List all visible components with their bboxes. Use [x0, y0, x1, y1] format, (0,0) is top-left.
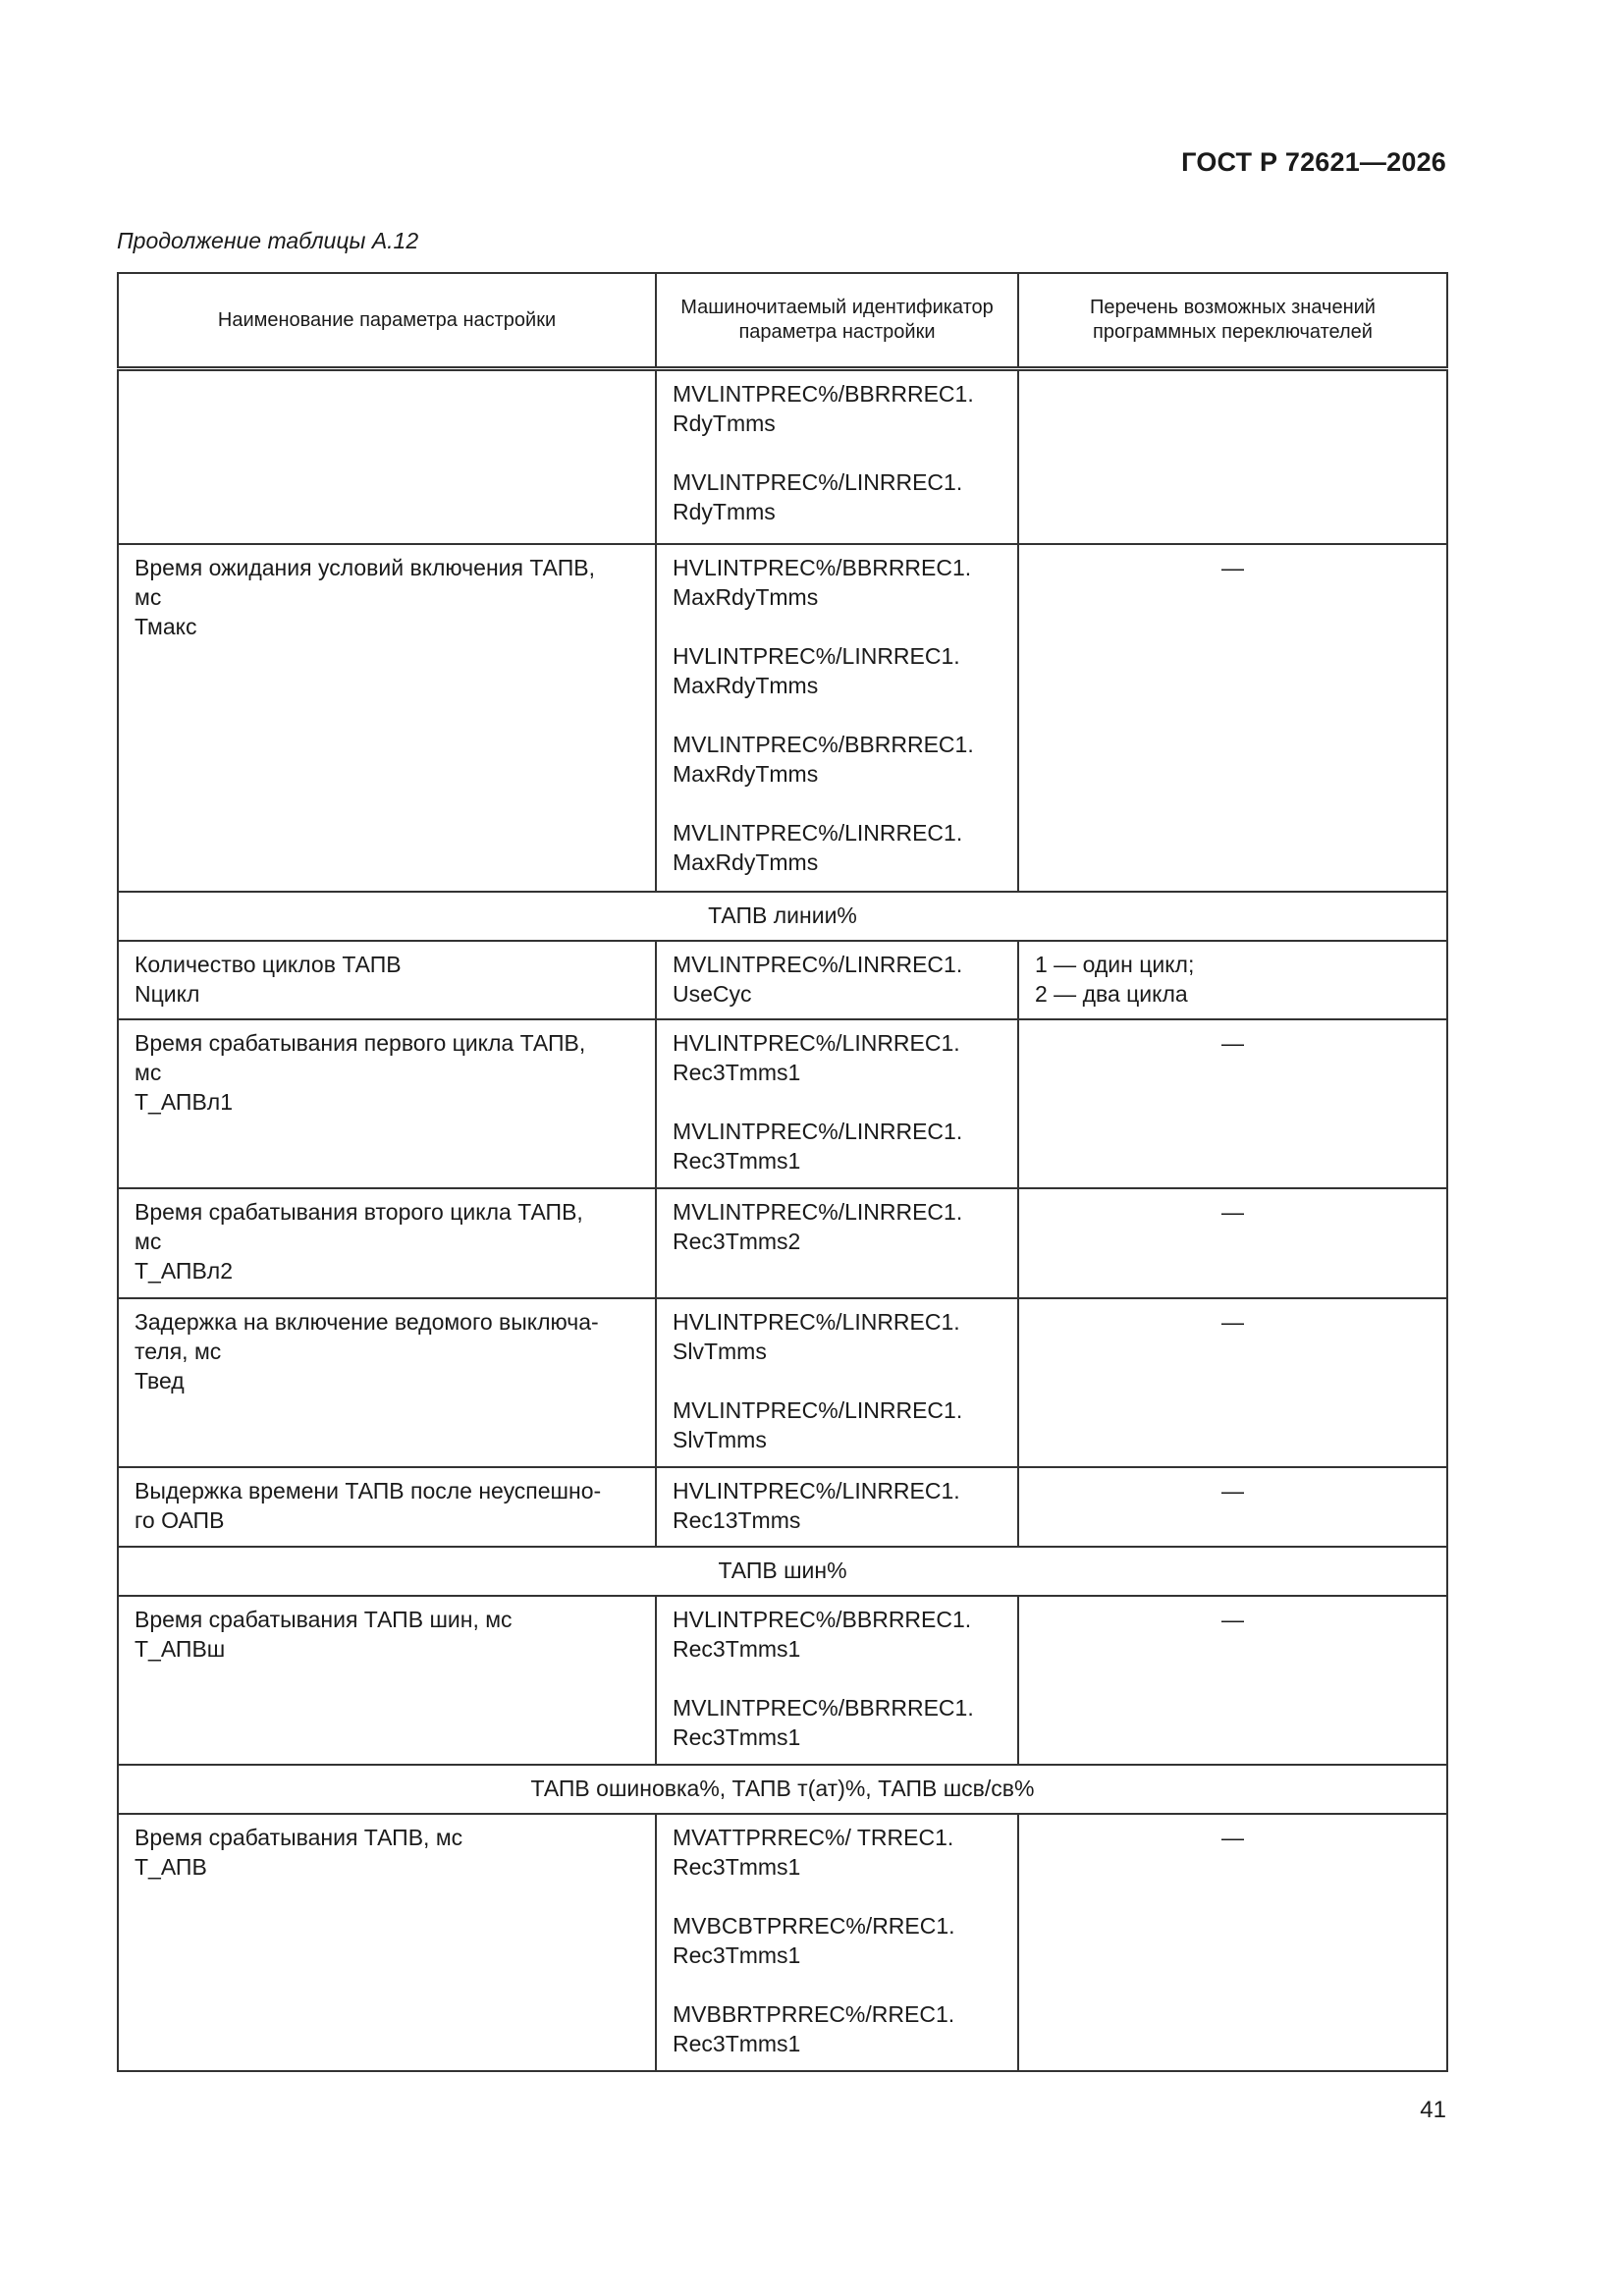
identifier: HVLINTPREC%/BBRRREC1. Rec3Tmms1 — [673, 1606, 972, 1662]
parameters-table — [117, 272, 1448, 2072]
switch-values-cell: — — [1018, 1596, 1447, 1765]
identifier: MVLINTPREC%/BBRRREC1. MaxRdyTmms — [673, 731, 974, 787]
identifier: HVLINTPREC%/BBRRREC1. MaxRdyTmms — [673, 554, 972, 610]
section-title: ТАПВ шин% — [118, 1547, 1447, 1596]
machine-id-cell — [656, 1814, 1018, 2071]
identifier: MVATTPRREC%/ TRREC1. Rec3Tmms1 — [673, 1824, 954, 1880]
table-row — [118, 369, 1447, 544]
machine-id-cell — [656, 1596, 1018, 1765]
table-caption: Продолжение таблицы А.12 — [117, 228, 419, 253]
machine-id-cell: HVLINTPREC%/LINRREC1. Rec13Tmms — [656, 1467, 1018, 1547]
table-row — [118, 1467, 1447, 1547]
parameter-name-cell: Задержка на включение ведомого выключа- теля, мс Твед — [118, 1298, 656, 1467]
machine-id-cell: MVLINTPREC%/LINRREC1. Rec3Tmms2 — [656, 1188, 1018, 1298]
switch-values-cell: — — [1018, 1188, 1447, 1298]
parameter-name-cell: Время ожидания условий включения ТАПВ, мс Тмакс — [118, 544, 656, 892]
identifier: MVLINTPREC%/LINRREC1. MaxRdyTmms — [673, 819, 963, 875]
table-row — [118, 1814, 1447, 2071]
parameter-name-cell: Выдержка времени ТАПВ после неуспешно- го ОАПВ — [118, 1467, 656, 1547]
table-row — [118, 1298, 1447, 1467]
parameter-name-cell — [118, 369, 656, 544]
table-row — [118, 1188, 1447, 1298]
machine-id-cell — [656, 1019, 1018, 1188]
machine-id-cell — [656, 1298, 1018, 1467]
identifier: MVLINTPREC%/LINRREC1. RdyTmms — [673, 469, 963, 524]
identifier: MVBBRTPRREC%/RREC1. Rec3Tmms1 — [673, 2000, 955, 2056]
identifier: MVLINTPREC%/BBRRREC1. RdyTmms — [673, 381, 974, 436]
parameter-name-cell: Время срабатывания ТАПВ шин, мс Т_АПВш — [118, 1596, 656, 1765]
table-row — [118, 1596, 1447, 1765]
switch-values-cell: — — [1018, 1814, 1447, 2071]
switch-values-cell: 1 — один цикл; 2 — два цикла — [1018, 941, 1447, 1019]
header-machine-id: Машиночитаемый идентификатор параметра настройки — [656, 273, 1018, 369]
machine-id-cell — [656, 544, 1018, 892]
document-designation: ГОСТ Р 72621—2026 — [1181, 147, 1446, 177]
parameter-name-cell: Время срабатывания ТАПВ, мс Т_АПВ — [118, 1814, 656, 2071]
section-title: ТАПВ ошиновка%, ТАПВ т(ат)%, ТАПВ шсв/св% — [118, 1765, 1447, 1814]
switch-values-cell: — — [1018, 1298, 1447, 1467]
identifier: MVLINTPREC%/BBRRREC1. Rec3Tmms1 — [673, 1694, 974, 1750]
identifier: HVLINTPREC%/LINRREC1. SlvTmms — [673, 1308, 960, 1364]
machine-id-cell — [656, 369, 1018, 544]
table-header-row — [118, 273, 1447, 369]
section-row — [118, 1547, 1447, 1596]
identifier: MVLINTPREC%/LINRREC1. Rec3Tmms1 — [673, 1118, 963, 1174]
section-row — [118, 1765, 1447, 1814]
parameter-name-cell: Количество циклов ТАПВ Nцикл — [118, 941, 656, 1019]
section-title: ТАПВ линии% — [118, 892, 1447, 941]
section-row — [118, 892, 1447, 941]
switch-values-cell: — — [1018, 1019, 1447, 1188]
switch-values-cell: — — [1018, 1467, 1447, 1547]
parameter-name-cell: Время срабатывания второго цикла ТАПВ, мс Т_АПВл2 — [118, 1188, 656, 1298]
identifier: MVBCBTPRREC%/RREC1. Rec3Tmms1 — [673, 1912, 955, 1968]
table-row — [118, 1019, 1447, 1188]
header-switch-values: Перечень возможных значений программных переключателей — [1018, 273, 1447, 369]
table-row — [118, 941, 1447, 1019]
switch-values-cell: — — [1018, 544, 1447, 892]
page-number: 41 — [1420, 2097, 1446, 2123]
table-row — [118, 544, 1447, 892]
machine-id-cell: MVLINTPREC%/LINRREC1. UseCyc — [656, 941, 1018, 1019]
identifier: HVLINTPREC%/LINRREC1. MaxRdyTmms — [673, 642, 960, 698]
parameter-name-cell: Время срабатывания первого цикла ТАПВ, мс Т_АПВл1 — [118, 1019, 656, 1188]
identifier: MVLINTPREC%/LINRREC1. SlvTmms — [673, 1396, 963, 1452]
header-parameter-name: Наименование параметра настройки — [118, 273, 656, 369]
identifier: HVLINTPREC%/LINRREC1. Rec3Tmms1 — [673, 1029, 960, 1085]
switch-values-cell — [1018, 369, 1447, 544]
